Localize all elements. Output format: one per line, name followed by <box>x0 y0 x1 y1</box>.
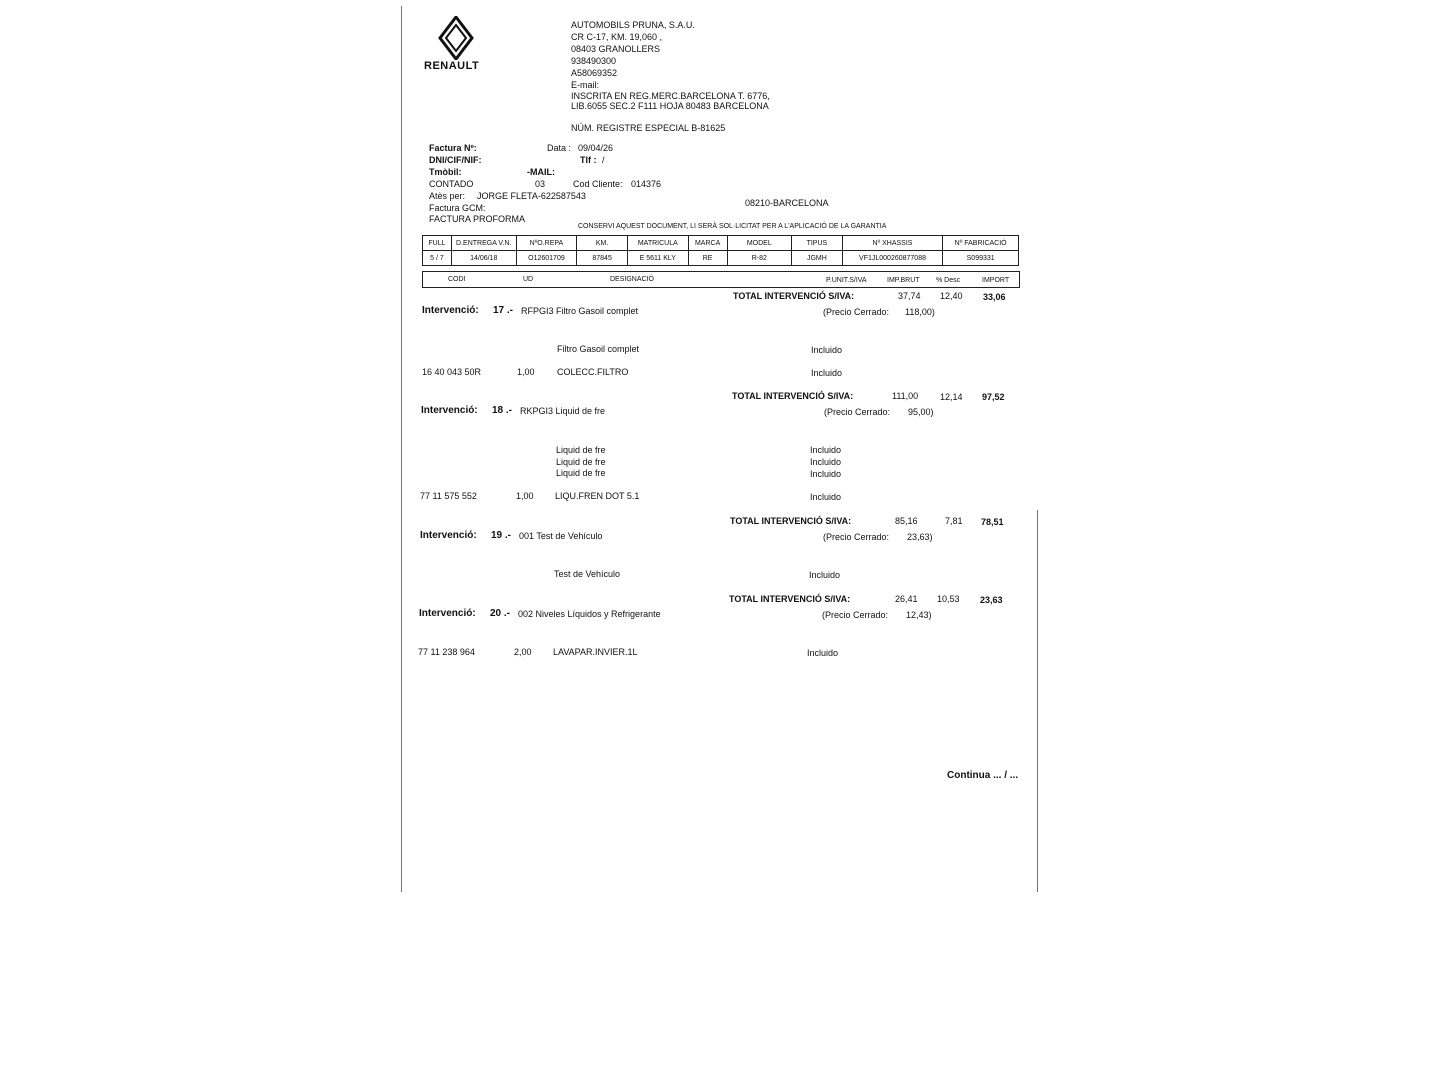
vv-orepa: O12601709 <box>516 251 577 266</box>
vv-model: R-82 <box>727 251 792 266</box>
mobil-label: Tmòbil: <box>429 167 462 177</box>
vh-xhassis: Nº XHASSIS <box>842 236 943 251</box>
line-incluido: Incluido <box>811 368 843 378</box>
precio-cerrado-label: (Precio Cerrado: <box>823 307 890 317</box>
vh-matricula: MATRICULA <box>627 236 688 251</box>
vv-km: 87845 <box>577 251 628 266</box>
line-ud: 1,00 <box>517 367 535 377</box>
total-brut: 37,74 <box>898 291 921 301</box>
vh-marca: MARCA <box>688 236 727 251</box>
precio-cerrado-label: (Precio Cerrado: <box>823 532 890 542</box>
company-phone: 938490300 <box>571 56 617 66</box>
vh-model: MODEL <box>727 236 792 251</box>
vehicle-table-value-row <box>423 251 1019 266</box>
total-desc: 12,14 <box>940 392 963 402</box>
company-city: 08403 GRANOLLERS <box>571 44 661 54</box>
col-punit: P.UNIT.S/IVA <box>826 277 867 284</box>
col-designacio: DESIGNACIÓ <box>610 276 654 283</box>
total-desc: 12,40 <box>940 291 963 301</box>
vh-tipus: TIPUS <box>792 236 843 251</box>
precio-cerrado-value: 23,63) <box>907 532 933 542</box>
line-incluido: Incluido <box>810 457 842 467</box>
tlf-label: Tlf : <box>580 155 597 165</box>
line-designacio: COLECC.FILTRO <box>557 367 629 377</box>
intervencio-desc: 002 Niveles Líquidos y Refrigerante <box>518 609 661 619</box>
precio-cerrado-value: 95,00) <box>908 407 934 417</box>
line-designacio: LIQU.FREN DOT 5.1 <box>555 491 640 501</box>
total-label: TOTAL INTERVENCIÓ S/IVA: <box>733 291 855 301</box>
warranty-notice: CONSERVI AQUEST DOCUMENT, LI SERÀ SOL·LICITAT PER A L'APLICACIÓ DE LA GARANTIA <box>578 223 887 230</box>
client-city: 08210-BARCELONA <box>745 198 829 208</box>
total-import: 33,06 <box>983 292 1006 302</box>
items-column-header <box>422 271 1020 288</box>
line-incluido: Incluido <box>809 570 841 580</box>
brand-name: RENAULT <box>424 60 480 72</box>
vv-fabricacio: S099331 <box>943 251 1019 266</box>
total-brut: 111,00 <box>892 391 919 401</box>
line-designacio: LAVAPAR.INVIER.1L <box>553 647 638 657</box>
intervencio-number: 20 .- <box>490 608 511 619</box>
vv-tipus: JGMH <box>792 251 843 266</box>
email-label: -MAIL: <box>527 167 555 177</box>
page-left-edge <box>401 6 402 892</box>
company-registry-special: NÚM. REGISTRE ESPECIAL B-81625 <box>571 123 726 133</box>
line-designacio: Liquid de fre <box>556 445 606 455</box>
line-designacio: Filtro Gasoil complet <box>557 344 640 354</box>
line-incluido: Incluido <box>810 492 842 502</box>
vh-orepa: NºO.REPA <box>516 236 577 251</box>
intervencio-number: 17 .- <box>493 305 514 316</box>
line-codi: 16 40 043 50R <box>422 367 482 377</box>
continua-label: Continua ... / ... <box>947 770 1019 781</box>
factura-gcm: Factura GCM: <box>429 203 486 213</box>
vehicle-table-header-row <box>423 236 1019 251</box>
vv-full: 5 / 7 <box>423 251 452 266</box>
line-designacio: Test de Vehículo <box>554 569 621 579</box>
vv-matricula: E 5611 KLY <box>627 251 688 266</box>
col-import: IMPORT <box>982 277 1010 284</box>
col-desc: % Desc <box>936 277 961 284</box>
col-impbrut: IMP.BRUT <box>887 277 920 284</box>
vv-marca: RE <box>688 251 727 266</box>
total-import: 78,51 <box>981 517 1004 527</box>
renault-logo-icon <box>436 16 476 60</box>
line-incluido: Incluido <box>810 469 842 479</box>
line-codi: 77 11 238 964 <box>418 647 475 657</box>
intervencio-desc: RKPGI3 Liquid de fre <box>520 406 606 416</box>
data-value: 09/04/26 <box>578 143 614 153</box>
line-ud: 2,00 <box>514 647 532 657</box>
precio-cerrado-value: 12,43) <box>906 610 932 620</box>
ates-label: Atès per: <box>429 191 466 201</box>
vv-xhassis: VF1JL000260877088 <box>842 251 943 266</box>
total-label: TOTAL INTERVENCIÓ S/IVA: <box>732 391 854 401</box>
vh-full: FULL <box>423 236 452 251</box>
vehicle-table <box>422 235 1019 266</box>
total-brut: 85,16 <box>895 516 918 526</box>
vv-entrega: 14/06/18 <box>451 251 516 266</box>
intervencio-label: Intervenció: <box>421 405 478 416</box>
factura-label: Factura Nº: <box>429 143 477 153</box>
total-brut: 26,41 <box>895 594 918 604</box>
line-incluido: Incluido <box>807 648 839 658</box>
ates-value: JORGE FLETA-622587543 <box>477 191 586 201</box>
line-ud: 1,00 <box>516 491 534 501</box>
col-codi: CODI <box>448 276 466 283</box>
line-codi: 77 11 575 552 <box>420 491 477 501</box>
company-registry-1: INSCRITA EN REG.MERC.BARCELONA T. 6776, <box>571 91 770 101</box>
intervencio-label: Intervenció: <box>422 305 479 316</box>
total-import: 23,63 <box>980 595 1003 605</box>
vh-entrega: D.ENTREGA V.N. <box>451 236 516 251</box>
precio-cerrado-value: 118,00) <box>905 307 935 317</box>
total-label: TOTAL INTERVENCIÓ S/IVA: <box>730 516 852 526</box>
contado: CONTADO <box>429 179 474 189</box>
intervencio-desc: RFPGI3 Filtro Gasoil complet <box>521 306 639 316</box>
dni-label: DNI/CIF/NIF: <box>429 155 482 165</box>
company-email-label: E-mail: <box>571 80 600 90</box>
line-designacio: Liquid de fre <box>556 468 606 478</box>
cod-cliente-value: 014376 <box>631 179 662 189</box>
intervencio-number: 18 .- <box>492 405 513 416</box>
total-label: TOTAL INTERVENCIÓ S/IVA: <box>729 594 851 604</box>
precio-cerrado-label: (Precio Cerrado: <box>824 407 891 417</box>
factura-proforma: FACTURA PROFORMA <box>429 214 526 224</box>
tlf-value: / <box>602 155 605 165</box>
total-desc: 7,81 <box>945 516 963 526</box>
data-label: Data : <box>547 143 572 153</box>
intervencio-label: Intervenció: <box>419 608 476 619</box>
line-incluido: Incluido <box>810 445 842 455</box>
company-address: CR C-17, KM. 19,060 , <box>571 32 663 42</box>
precio-cerrado-label: (Precio Cerrado: <box>822 610 889 620</box>
total-import: 97,52 <box>982 392 1005 402</box>
total-desc: 10,53 <box>937 594 960 604</box>
company-cif: A58069352 <box>571 68 618 78</box>
vh-fabricacio: Nº FABRICACIÓ <box>943 236 1019 251</box>
cod-cliente-label: Cod Cliente: <box>573 179 623 189</box>
company-name: AUTOMOBILS PRUNA, S.A.U. <box>571 20 695 30</box>
line-incluido: Incluido <box>811 345 843 355</box>
vh-km: KM. <box>577 236 628 251</box>
contado-code: 03 <box>535 179 546 189</box>
line-designacio: Liquid de fre <box>556 457 606 467</box>
col-ud: UD <box>523 276 534 283</box>
intervencio-desc: 001 Test de Vehículo <box>519 531 603 541</box>
company-registry-2: LIB.6055 SEC.2 F111 HOJA 80483 BARCELONA <box>571 101 769 111</box>
intervencio-number: 19 .- <box>491 530 512 541</box>
page-right-edge <box>1037 510 1038 892</box>
intervencio-label: Intervenció: <box>420 530 477 541</box>
